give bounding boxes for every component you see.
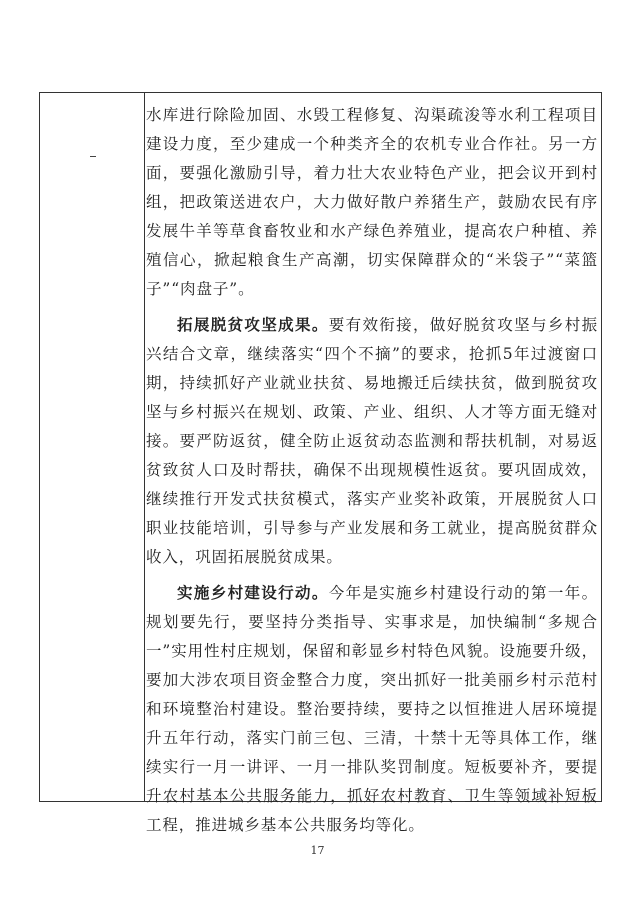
document-table [39,92,602,834]
paragraph-1 [146,100,598,304]
left-column [40,93,145,801]
page-number: 17 [310,844,325,857]
paragraph-3-lead: 实施乡村建设行动。 [177,583,329,602]
paragraph-2 [146,310,598,572]
paragraph-2-lead: 拓展脱贫攻坚成果。 [177,315,329,334]
paragraph-2-text: 要有效衔接，做好脱贫攻坚与乡村振兴结合文章，继续落实“四个不摘”的要求，抢抓5年过渡窗口 期，持续抓好产业就业扶贫、易地搬迁后续扶贫，做到脱贫攻 坚与乡村振兴在规划、政策、产业、组织、人才等方面无缝对 接。要严防返贫，健全防止返贫动态监测和帮扶机制，对易返贫致贫人口及时帮扶，确保不出现规模性返贫。要巩固成效，继续推行开发式扶贫模式，落实产业奖补政策，开展脱贫人口职业技能培训，引导参与产业发展和务工就业，提高脱贫群众收入，巩固拓展脱贫成果。 [146,316,599,566]
paragraph-3 [146,578,598,840]
dash-marker [90,156,96,157]
paragraph-3-text: 今年是实施乡村建设行动的第一年。规划要先行，要坚持分类指导、实事求是，加快编制“多规合一”实用性村庄规划，保留和彰显乡村特色风貌。设施要升级，要加大涉农项目资金整合力度，突出抓好一批美丽乡村示范村和环境整治村建设。整治要持续，要持之以恒推进人居环境提升五年行动，落实门前三包、三清，十禁十无等具体工作，继续实行一月一讲评、一月一排队奖罚制度。短板要补齐，要提升农村基本公共服务能力，抓好农村教育、卫生等领域补短板工程，推进城乡基本公共服务均等化。 [146,584,599,834]
content-column [146,100,598,840]
paragraph-1-text: 水库进行除险加固、水毁工程修复、沟渠疏浚等水利工程项目建设力度，至少建成一个种类齐全的农机专业合作社。另一方面，要强化激励引导，着力壮大农业特色产业，把会议开到村组，把政策送进农户，大力做好散户养猪生产，鼓励农民有序发展牛羊等草食畜牧业和水产绿色养殖业，提高农户种植、养殖信心，掀起粮食生产高潮，切实保障群众的“米袋子”“菜篮子”“肉盘子”。 [146,106,598,298]
